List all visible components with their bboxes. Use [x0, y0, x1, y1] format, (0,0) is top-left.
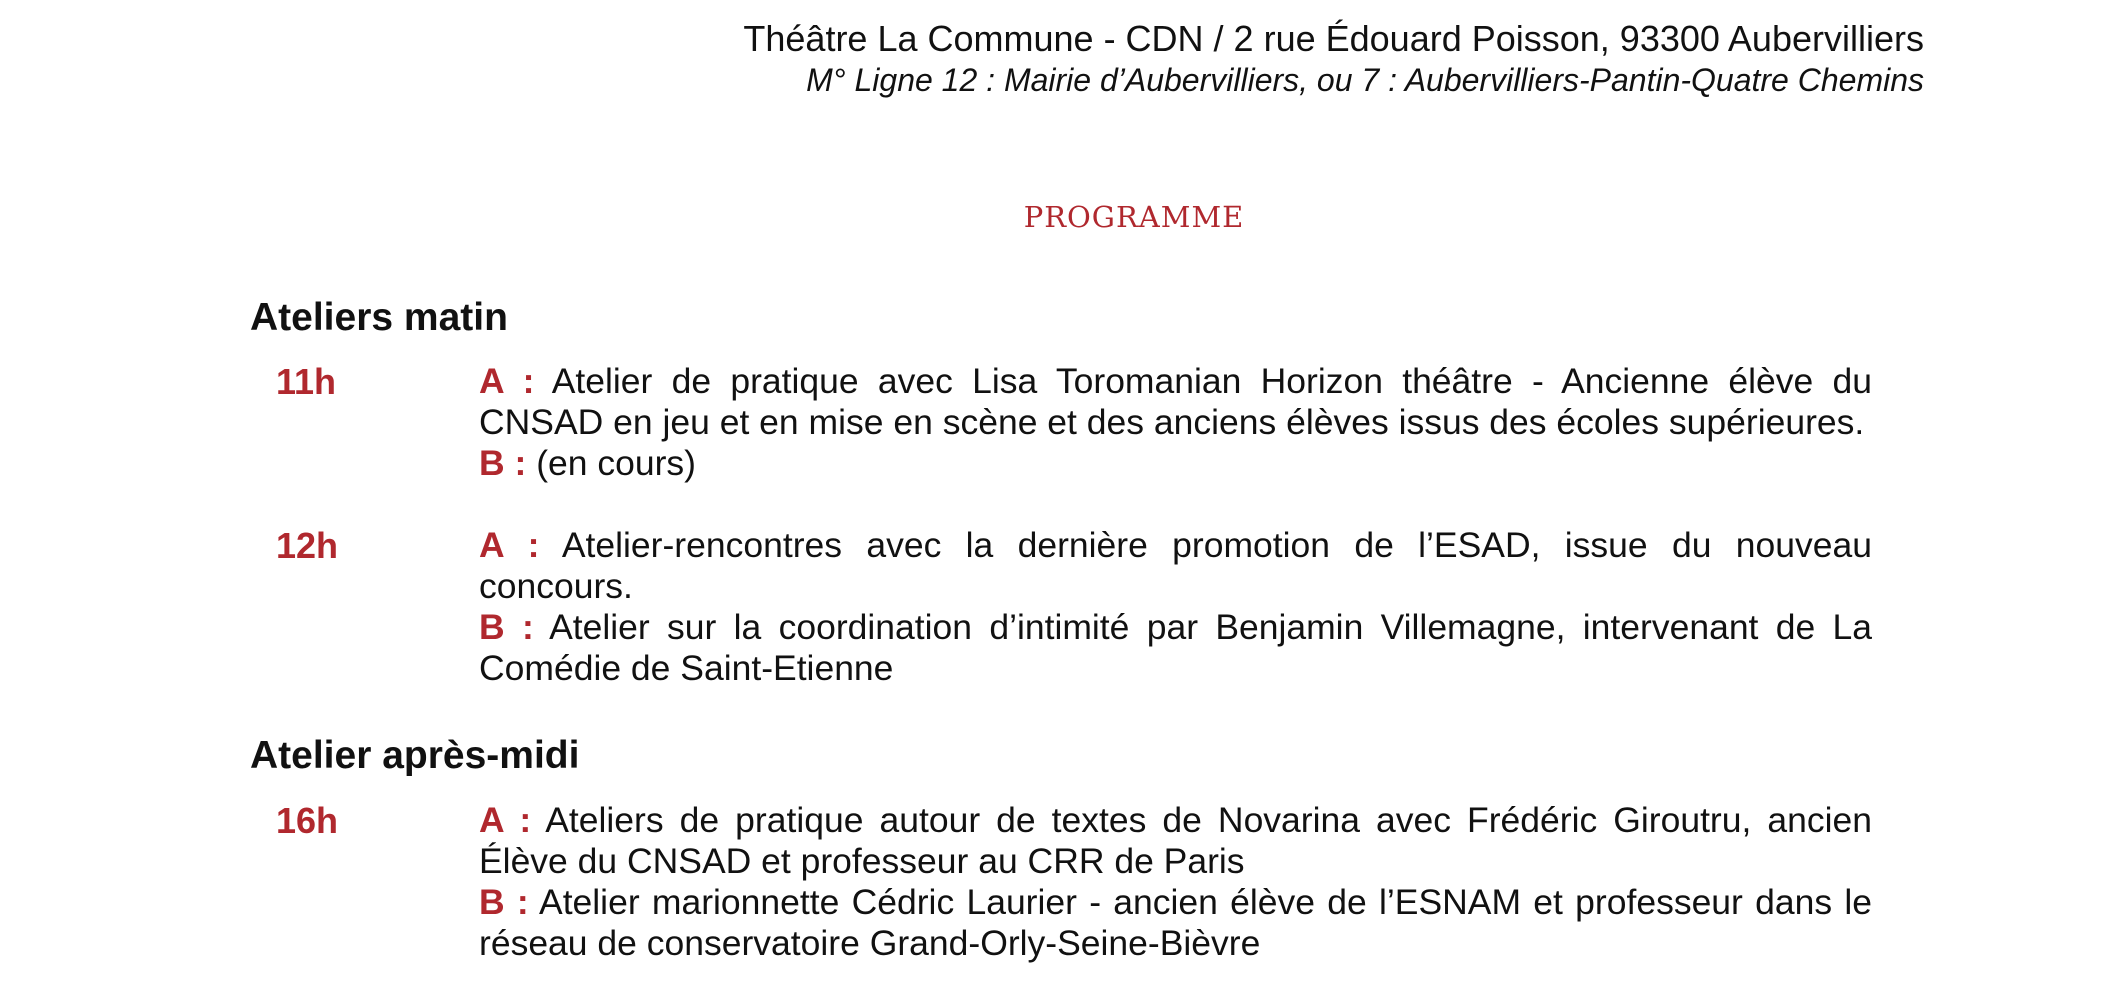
- slot-entries: [479, 800, 1872, 964]
- workshop-entry: [479, 800, 1872, 882]
- section-title-afternoon: Atelier après-midi: [250, 734, 580, 777]
- entry-letter: A :: [479, 800, 532, 840]
- slot-time: 16h: [276, 800, 339, 841]
- entry-letter: A :: [479, 361, 535, 401]
- entry-letter: B :: [479, 882, 529, 922]
- slot-entries: [479, 361, 1872, 484]
- entry-letter: A :: [479, 525, 540, 565]
- entry-text: Ateliers de pratique autour de textes de Novarina avec Frédéric Giroutru, ancien Élève du CNSAD et professeur au CRR de Paris: [479, 800, 1872, 881]
- workshop-entry: [479, 525, 1872, 607]
- entry-text: Atelier marionnette Cédric Laurier - ancien élève de l’ESNAM et professeur dans le réseau de conservatoire Grand-Orly-Seine-Bièvre: [479, 882, 1872, 963]
- workshop-entry: [479, 882, 1872, 964]
- programme-title: programme: [1023, 188, 1245, 237]
- entry-text: Atelier sur la coordination d’intimité par Benjamin Villemagne, intervenant de La Comédie de Saint-Etienne: [479, 607, 1873, 688]
- workshop-entry: [479, 607, 1872, 689]
- section-title-morning: Ateliers matin: [250, 296, 508, 339]
- theatre-address: Théâtre La Commune - CDN / 2 rue Édouard Poisson, 93300 Aubervilliers: [743, 18, 1924, 59]
- metro-directions: M° Ligne 12 : Mairie d’Aubervilliers, ou 7 : Aubervilliers-Pantin-Quatre Chemins: [806, 62, 1924, 98]
- slot-entries: [479, 525, 1872, 689]
- slot-time: 12h: [276, 525, 339, 566]
- entry-text: (en cours): [536, 443, 697, 483]
- workshop-entry: [479, 443, 1872, 484]
- entry-letter: B :: [479, 443, 527, 483]
- slot-time: 11h: [276, 361, 337, 402]
- entry-text: Atelier de pratique avec Lisa Toromanian Horizon théâtre - Ancienne élève du CNSAD en jeu et en mise en scène et des anciens élèves issus des écoles supérieures.: [479, 361, 1873, 442]
- entry-text: Atelier-rencontres avec la dernière promotion de l’ESAD, issue du nouveau concours.: [479, 525, 1873, 606]
- workshop-entry: [479, 361, 1872, 443]
- entry-letter: B :: [479, 607, 534, 647]
